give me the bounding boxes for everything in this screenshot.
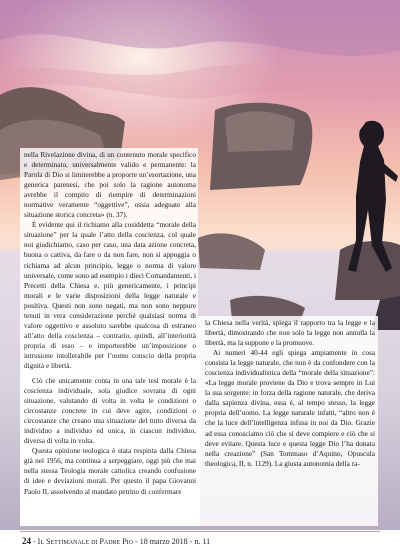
- paragraph: nella Rivelazione divina, di un contenuto morale specifico e determinato, universalmente valido e permanente: la Parola di Dio si limiterebbe a proporre un’esortazione, una generica parenesi, che poi solo la ragione autonoma avrebbe il compito di riempire di determinazioni normative veramente “oggettive”, ossia adeguate alla situazione storica concreta» (n. 37).: [24, 151, 196, 220]
- article-column-left-bottom: [24, 376, 196, 497]
- article-column-right: [205, 318, 375, 469]
- paragraph: È evidente qui il richiamo alla cosiddetta “morale della situazione” per la quale l’atto della coscienza, col quale noi giudichiamo, caso per caso, una data azione concreta, buona o cattiva, da fare o da non fare, non si appoggia o richiama ad alcun principio, legge o norma di valore universale, come sono ad esempio i dieci Comandamenti, i Precetti della Chiesa e, più genericamente, i principi morali e le varie disposizioni della legge naturale e positiva. Questi non sono negati, ma non sono neppure tenuti in vera considerazione perché qualsiasi norma di valore oggettivo e assoluto sarebbe qualcosa di estraneo all’atto della coscienza – contrario, quindi, all’interiorità propria di esso – e importerebbe un’imposizione o intrusione intollerabile per l’uomo conscio della propria dignità e libertà.: [24, 221, 196, 370]
- journal-name: Il Settimanale di Padre Pio: [37, 537, 134, 546]
- page-number: 24: [22, 536, 31, 546]
- page-footer: [22, 534, 378, 548]
- footer-separator: -: [133, 537, 140, 546]
- paragraph: Ai numeri 40-44 egli spiega ampiamente in cosa consista la legge naturale, che non è da confondere con la coscienza individualistica della “morale della situazione”: «La legge morale proviene da Dio e trova sempre in Lui la sua sorgente: in forza della ragione naturale, che deriva dalla sapienza divina, essa è, al tempo stesso, la legge propria dell’uomo. La legge naturale infatti, “altro non è che la luce dell’intelligenza infusa in noi da Dio. Grazie ad essa conosciamo ciò che si deve compiere e ciò che si deve evitare. Questa luce e questa legge Dio l’ha donata nella creazione” (San Tommaso d’Aquino, Opuscula theologica, II, n. 1129). La giusta autonomia della ra-: [205, 349, 375, 468]
- issue-number: n. 11: [194, 537, 211, 546]
- footer-rule: [20, 531, 380, 532]
- issue-date: 18 marzo 2018: [139, 537, 188, 546]
- article-column-left-top: [24, 150, 196, 371]
- paragraph: Questa opinione teologica è stata respinta dalla Chiesa già nel 1956, ma continua a serpeggiare, oggi più che mai nella stessa Teologia morale cattolica creando confusione di idee e deviazioni morali. Per questo il papa Giovanni Paolo II, assolvendo al mandato petrino di confermare: [24, 447, 196, 496]
- footer-separator: -: [31, 537, 38, 546]
- paragraph: la Chiesa nella verità, spiega il rapporto tra la legge e la libertà, dimostrando che non solo la legge non annulla la libertà, ma la suppone e la promuove.: [205, 319, 375, 348]
- paragraph: Ciò che unicamente conta in una tale tesi morale è la coscienza individuale, sola giudice sovrana di ogni situazione, valutando di volta in volta le condizioni o circostanze concrete in cui deve agire, condizioni o circostanze che creano una situazione del tutto diversa da individuo a individuo ed unica, in ciascun individuo, diversa di volta in volta.: [24, 377, 196, 446]
- footer-separator: -: [187, 537, 195, 546]
